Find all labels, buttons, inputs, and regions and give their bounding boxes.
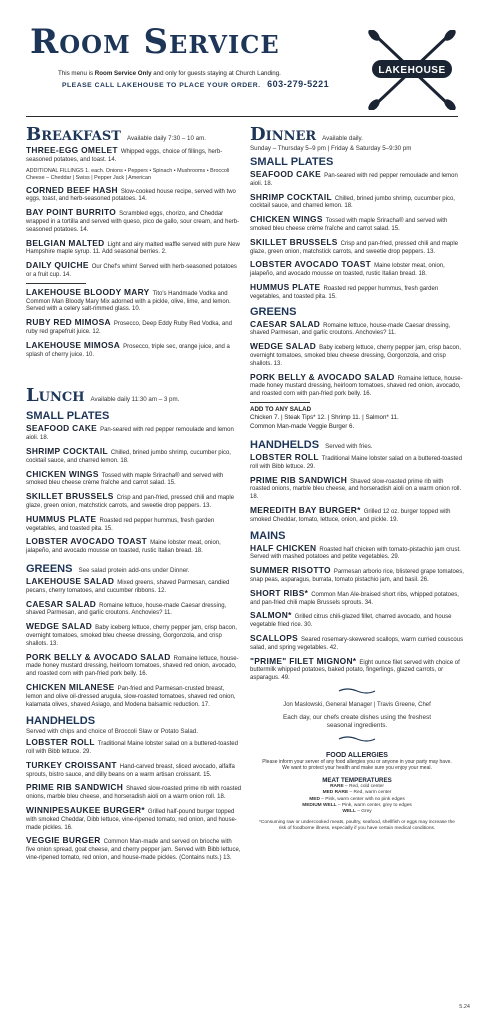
menu-item: CORNED BEEF HASH Slow-cooked house recipe, served with two eggs, toast, and herb-seasoned potatoes. 14. (26, 184, 236, 203)
menu-item: SKILLET BRUSSELS Crisp and pan-fried, pressed chili and maple glaze, green onion, matchstick carrots, and sweetie drop peppers. 13. (26, 491, 235, 509)
breakfast-title: Breakfast (26, 124, 121, 145)
menu-item: LOBSTER AVOCADO TOAST Maine lobster meat, onion, jalapeño, and avocado mousse on toasted, rustic Italian bread. 18. (26, 536, 221, 555)
menu-item: BAY POINT BURRITO Scrambled eggs, chorizo, and Cheddar wrapped in a tortilla and served with queso, pico de gallo, sour cream, and herb-seasoned potatoes. 14. (26, 207, 240, 233)
menu-item: PORK BELLY & AVOCADO SALAD Romaine lettuce, house-made honey mustard dressing, heirloom tomatoes, shaved red onion, avocado, and roasted corn with pan-fried pork belly. 16. (250, 371, 463, 398)
addons-list: Chicken 7. | Steak Tips* 12. | Shrimp 11. | Salmon* 11. (250, 414, 399, 422)
chef-note: Each day, our chefs create dishes using the freshest seasonal ingredients. (282, 713, 431, 730)
menu-item: THREE-EGG OMELET Whipped eggs, choice of fillings, herb-seasoned potatoes, and toast. 14. (26, 145, 223, 163)
call-label: PLEASE CALL LAKEHOUSE TO PLACE YOUR ORDER. (62, 82, 261, 89)
menu-item-note: ADDITIONAL FILLINGS 1. each. Onions • Peppers • Spinach • Mushrooms • Broccoli Cheese – Cheddar | Swiss | Pepper Jack | American (26, 167, 230, 181)
menu-item: WEDGE SALAD Baby iceberg lettuce, cherry pepper jam, crisp bacon, overnight tomatoes, smoked bleu cheese dressing, Gorgonzola, and crisp shallots. 13. (250, 341, 461, 367)
page-code: 5.24 (459, 1004, 470, 1010)
dinner-hours: Available daily. (322, 135, 363, 142)
menu-item: SUMMER RISOTTO Parmesan arborio rice, blistered grape tomatoes, snap peas, asparagus, burrata, tomato pistachio jam, and basil. 26. (250, 565, 464, 583)
intro-text (58, 70, 358, 78)
dinner-title: Dinner (250, 124, 317, 145)
menu-item: PORK BELLY & AVOCADO SALAD Romaine lettuce, house-made honey mustard dressing, heirloom tomatoes, shaved red onion, avocado, and roasted corn with pan-fried pork belly. 16. (26, 651, 239, 678)
dinner-mains-heading: MAINS (250, 529, 286, 542)
meat-temps-heading: MEAT TEMPERATURES (322, 776, 392, 784)
order-phone-line (62, 79, 329, 89)
menu-item: SEAFOOD CAKE Pan-seared with red pepper remoulade and lemon aioli. 18. (26, 423, 234, 442)
menu-item: WEDGE SALAD Baby iceberg lettuce, cherry pepper jam, crisp bacon, overnight tomatoes, smoked bleu cheese dressing, Gorgonzola, and crisp shallots. 13. (26, 621, 237, 647)
menu-item: SALMON* Grilled citrus chili-glazed fillet, charred avocado, and house vegetable fried rice. 30. (250, 610, 452, 629)
lakehouse-logo (358, 30, 466, 110)
ornament-divider-icon (250, 687, 464, 698)
lunch-hours: Available daily 11:30 am – 3 pm. (90, 396, 180, 404)
intro-pre: This menu is (58, 70, 95, 77)
menu-item: SEAFOOD CAKE Pan-seared with red pepper remoulade and lemon aioli. 18. (250, 169, 458, 187)
header-divider (26, 116, 458, 117)
menu-item: RUBY RED MIMOSA Prosecco, Deep Eddy Ruby Red Vodka, and ruby red grapefruit juice. 12. (26, 317, 232, 335)
breakfast-list (26, 145, 242, 359)
lunch-title: Lunch (26, 385, 85, 407)
breakfast-hours: Available daily 7:30 – 10 am. (126, 135, 206, 142)
menu-item: MEREDITH BAY BURGER* Grilled 12 oz. burger topped with smoked Cheddar, tomato, lettuce, onion, and pickle. 19. (250, 505, 451, 523)
staff-credits: Jon Maslowski, General Manager | Travis Greene, Chef (283, 701, 431, 708)
menu-item: LOBSTER AVOCADO TOAST Maine lobster meat, onion, jalapeño, and avocado mousse on toasted, rustic Italian bread. 18. (250, 259, 445, 278)
temp-row: MEDIUM WELL – Pink, warm center, grey to edges (302, 803, 412, 809)
meat-temps-list (250, 784, 464, 816)
dinner-section (250, 124, 464, 832)
intro-post: and only for guests staying at Church Landing. (151, 70, 281, 77)
allergy-heading: FOOD ALLERGIES (326, 751, 388, 759)
menu-item: CHICKEN WINGS Tossed with maple Sriracha® and served with smoked bleu cheese crème fraîche and carrot salad. 15. (250, 214, 448, 232)
menu-item: PRIME RIB SANDWICH Shaved slow-roasted prime rib with roasted onions, marble bleu cheese, and horseradish aioli on a warm onion roll. 18. (26, 782, 242, 801)
menu-item: SCALLOPS Seared rosemary-skewered scallops, warm curried couscous salad, and spring vegetables. 42. (250, 632, 464, 651)
lunch-handhelds-note: Served with chips and choice of Broccoli Slaw or Potato Salad. (26, 728, 198, 736)
ornament-icon (337, 687, 377, 695)
lunch-greens-note: See salad protein add-ons under Dinner. (78, 566, 190, 574)
addons-list-2: Common Man-made Veggie Burger 6. (250, 422, 355, 430)
menu-item: HUMMUS PLATE Roasted red pepper hummus, fresh garden vegetables, and toasted pita. 15. (26, 513, 215, 532)
dinner-greens-heading: GREENS (250, 305, 297, 318)
addons-title: ADD TO ANY SALAD (250, 405, 312, 413)
menu-item: CHICKEN MILANESE Pan-fried and Parmesan-crusted breast, lemon and olive oil-dressed arugula, slow-roasted tomatoes, shaved red onion, kalamata olives, shaved Asiago, and Modena balsamic reduction. 17. (26, 681, 236, 708)
menu-item: SHORT RIBS* Common Man Ale-braised short ribs, whipped potatoes, and pan-fried chili maple Brussels sprouts. 34. (250, 587, 459, 606)
dinner-small-plates-heading: SMALL PLATES (250, 156, 334, 168)
temp-row: MED RARE – Red, warm center (322, 790, 392, 796)
phone-number[interactable]: 603-279-5221 (267, 79, 330, 89)
allergy-text: Please inform your server of any food allergies you or anyone in your party may have. We want to protect your health and make sure you enjoy your meal. (262, 758, 452, 772)
menu-item: WINNIPESAUKEE BURGER* Grilled half-pound burger topped with smoked Cheddar, Dibb lettuce, vine-ripened tomato, red onion, and house-made pickles. 16. (26, 805, 237, 831)
temp-row: MED – Pink, warm center with no pink edges (309, 796, 405, 802)
temp-row: WELL – Grey (342, 809, 372, 815)
crossed-oars-icon (358, 30, 466, 110)
menu-item: LOBSTER ROLL Traditional Maine lobster salad on a buttered-toasted roll with Bibb lettuce. 29. (26, 737, 238, 756)
menu-item: HALF CHICKEN Roasted half chicken with tomato-pistachio jam crust. Served with mashed potatoes and petite vegetables. 29. (250, 542, 461, 561)
right-column (250, 120, 464, 832)
menu-item: SKILLET BRUSSELS Crisp and pan-fried, pressed chili and maple glaze, green onion, matchstick carrots, and sweetie drop peppers. 13. (250, 236, 459, 255)
menu-item: "PRIME" FILET MIGNON* Eight ounce filet served with choice of buttermilk whipped potatoes, baked potato, fingerlings, glazed carrots, or asparagus. 49. (250, 655, 460, 682)
logo-text: LAKEHOUSE (378, 65, 446, 76)
menu-item: LAKEHOUSE MIMOSA Prosecco, triple sec, orange juice, and a splash of cherry juice. 10. (26, 339, 230, 358)
ornament-divider-icon (250, 735, 464, 746)
section-divider (250, 402, 310, 403)
menu-item: SHRIMP COCKTAIL Chilled, brined jumbo shrimp, cucumber pico, cocktail sauce, and charred lemon. 18. (250, 191, 455, 210)
left-column (26, 120, 242, 866)
menu-item: LOBSTER ROLL Traditional Maine lobster salad on a buttered-toasted roll with Bibb lettuce. 29. (250, 452, 462, 470)
menu-item: CHICKEN WINGS Tossed with maple Sriracha® and served with smoked bleu cheese crème fraîche and carrot salad. 15. (26, 468, 224, 487)
section-divider (26, 283, 86, 284)
dinner-handhelds-heading: HANDHELDS (250, 439, 320, 452)
menu-item: TURKEY CROISSANT Hand-carved breast, sliced avocado, alfalfa sprouts, bistro sauce, and dilly beans on a warm artisan croissant. 15. (26, 759, 235, 778)
intro-bold: Room Service Only (94, 70, 152, 77)
menu-item: LAKEHOUSE SALAD Mixed greens, shaved Parmesan, candied pecans, cherry tomatoes, and cucumber ribbons. 12. (26, 575, 230, 594)
menu-item: VEGGIE BURGER Common Man-made and served on brioche with five onion spread, goat cheese, and cherry pepper jam. Served with Bibb lettuce, vine-ripened tomato, red onion, and house-made pickles. (Contains nuts.) 13. (26, 835, 241, 862)
menu-item: SHRIMP COCKTAIL Chilled, brined jumbo shrimp, cucumber pico, cocktail sauce, and charred lemon. 18. (26, 445, 231, 464)
lunch-small-plates-heading: SMALL PLATES (26, 410, 110, 423)
temp-row: RARE – Red, cold center (330, 783, 384, 789)
menu-item: PRIME RIB SANDWICH Shaved slow-roasted prime rib with roasted onions, marble bleu cheese, and horseradish aioli on a warm onion roll. 18. (250, 474, 462, 501)
salad-addons (250, 406, 464, 431)
menu-item: CAESAR SALAD Romaine lettuce, house-made Caesar dressing, shaved Parmesan, and garlic croutons. Anchovies? 11. (250, 318, 451, 337)
menu-item: HUMMUS PLATE Roasted red pepper hummus, fresh garden vegetables, and toasted pita. 15. (250, 281, 439, 300)
lunch-section (26, 385, 242, 862)
menu-item: CAESAR SALAD Romaine lettuce, house-made Caesar dressing, shaved Parmesan, and garlic croutons. Anchovies? 11. (26, 598, 227, 617)
lunch-greens-heading: GREENS (26, 562, 73, 575)
page-title: Room Service (30, 22, 280, 62)
dinner-handhelds-note: Served with fries. (325, 443, 373, 451)
breakfast-section (26, 124, 242, 359)
menu-item: BELGIAN MALTED Light and airy malted waffle served with pure New Hampshire maple syrup. 11. Add seasonal berries. 2. (26, 237, 240, 256)
menu-item: LAKEHOUSE BLOODY MARY Tito's Handmade Vodka and Common Man Bloody Mary Mix adorned with a pickle, olive, lime, and lemon. Served with a celery salt-rimmed glass. 10. (26, 286, 231, 313)
consumption-warning: *Consuming raw or undercooked meats, poultry, seafood, shellfish or eggs may increase the risk of foodborne illness, especially if you have certain medical conditions. (259, 819, 455, 832)
lunch-handhelds-heading: HANDHELDS (26, 715, 96, 728)
menu-item: DAILY QUICHE Our Chef's whim! Served with herb-seasoned potatoes or a fruit cup. 14. (26, 260, 237, 278)
dinner-times: Sunday – Thursday 5–9 pm | Friday & Saturday 5–9:30 pm (250, 145, 412, 152)
